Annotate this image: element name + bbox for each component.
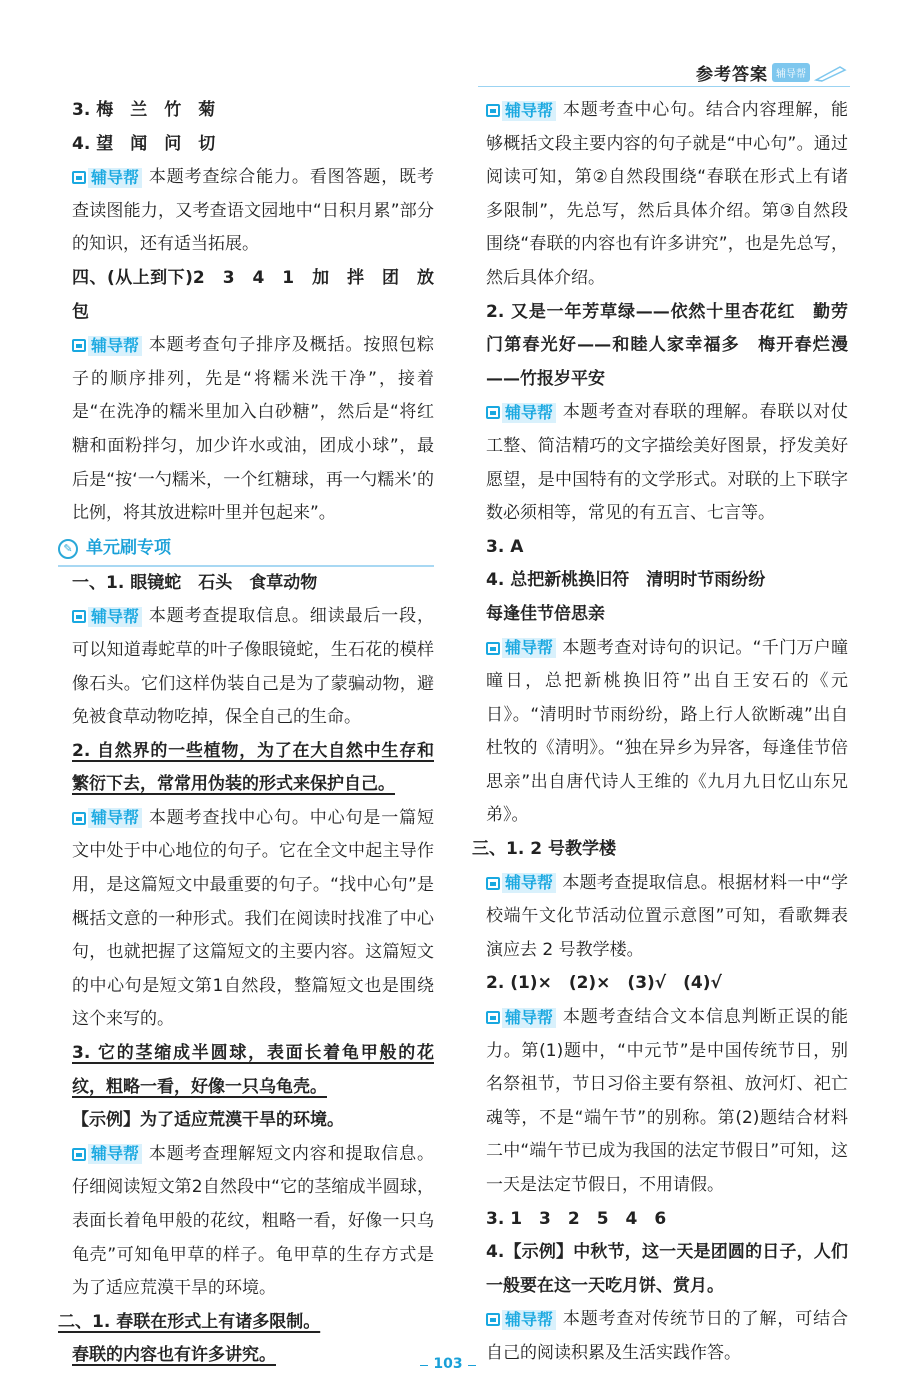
answer-line: 四、(从上到下)2 3 4 1 加 拌 团 放 包: [72, 267, 451, 322]
explanation: 辅导帮 本题考查提取信息。根据材料一中“学校端午文化节活动位置示意图”可知，看歌舞表演应去 2 号教学楼。: [486, 872, 848, 960]
guide-tag: 辅导帮: [72, 607, 142, 627]
book-icon: [72, 812, 86, 825]
book-icon: [72, 171, 86, 184]
explanation: 辅导帮 本题考查结合文本信息判断正误的能力。第(1)题中，“中元节”是中国传统节日，别名祭祖节，节日习俗主要有祭祖、放河灯、祀亡魂等，不是“端午节”的别称。第(2)题结合材料二中“端午节已成为我国的法定节假日”可知，这一天是法定节假日，不用请假。: [486, 1007, 848, 1195]
explanation: 辅导帮 本题考查对春联的理解。春联以对仗工整、简洁精巧的文字描绘美好图景，抒发美好愿望，是中国特有的文学形式。对联的上下联字数必须相等，常见的有五言、七言等。: [486, 402, 848, 524]
explanation: 辅导帮 本题考查提取信息。细读最后一段，可以知道毒蛇草的叶子像眼镜蛇，生石花的模样像石头。它们这样伪装自己是为了蒙骗动物，避免被食草动物吃掉，保全自己的生命。: [72, 606, 434, 728]
book-icon: [486, 1011, 500, 1024]
explanation: 辅导帮 本题考查理解短文内容和提取信息。仔细阅读短文第2自然段中“它的茎缩成半圆球，表面长着龟甲般的花纹，粗略一看，好像一只乌龟壳”可知龟甲草的样子。龟甲草的生存方式是为了适应荒漠干旱的环境。: [72, 1143, 434, 1299]
guide-tag: 辅导帮: [72, 1144, 142, 1164]
right-column: [472, 94, 848, 1371]
answer-line: 每逢佳节倍思亲: [486, 603, 605, 624]
answer-line: 2. 又是一年芳草绿——依然十里杏花红 勤劳门第春光好——和睦人家幸福多 梅开春烂漫——竹报岁平安: [486, 301, 848, 389]
answer-line: 4. 总把新桃换旧符 清明时节雨纷纷: [486, 570, 766, 591]
book-icon: [72, 1148, 86, 1161]
answer-line: 3. 1 3 2 5 4 6: [486, 1208, 667, 1229]
page-header: [696, 60, 848, 85]
guide-tag: 辅导帮: [486, 403, 556, 423]
answer-line: 3. 它的茎缩成半圆球，表面长着龟甲般的花纹，粗略一看，好像一只乌龟壳。: [72, 1043, 434, 1097]
book-icon: [486, 642, 500, 655]
answer-line: 一、1. 眼镜蛇 石头 食草动物: [72, 572, 318, 593]
explanation: 辅导帮 本题考查找中心句。中心句是一篇短文中处于中心地位的句子。它在全文中起主导作用，是这篇短文中最重要的句子。“找中心句”是概括文意的一种形式。我们在阅读时找准了中心句，也就把握了这篇短文的主要内容。这篇短文的中心句是短文第1自然段，整篇短文也是围绕这个来写的。: [72, 807, 434, 1030]
explanation: 辅导帮 本题考查对传统节日的了解，可结合自己的阅读积累及生活实践作答。: [486, 1309, 848, 1363]
answer-line: 三、1. 2 号教学楼: [472, 839, 616, 860]
explanation: 辅导帮 本题考查中心句。结合内容理解，能够概括文段主要内容的句子就是“中心句”。通过阅读可知，第②自然段围绕“春联在形式上有诸多限制”，先总写，然后具体介绍。第③自然段围绕“春联的内容也有许多讲究”，也是先总写，然后具体介绍。: [486, 100, 848, 288]
brush-icon: ✎: [58, 539, 78, 559]
page-number: 103: [420, 1356, 476, 1372]
guide-tag: 辅导帮: [486, 101, 556, 121]
book-icon: [486, 1313, 500, 1326]
book-icon: [486, 877, 500, 890]
book-icon: [72, 339, 86, 352]
header-badge: 辅导帮: [772, 63, 810, 82]
explanation: 辅导帮 本题考查句子排序及概括。按照包粽子的顺序排列，先是“将糯米洗干净”，接着是“在洗净的糯米里加入白砂糖”，然后是“将红糖和面粉拌匀，加少许水或油，团成小球”，最后是“按‘一勺糯米，一个红糖球，再一勺糯米’的比例，将其放进粽叶里并包起来”。: [72, 335, 434, 524]
answer-line: 2. 自然界的一些植物，为了在大自然中生存和繁衍下去，常常用伪装的形式来保护自己。: [72, 740, 434, 795]
section-title: 单元刷专项: [86, 537, 171, 558]
guide-tag: 辅导帮: [486, 1008, 556, 1028]
guide-tag: 辅导帮: [486, 638, 556, 658]
book-icon: [72, 610, 86, 623]
guide-tag: 辅导帮: [72, 168, 142, 188]
header-divider: [478, 86, 850, 87]
answer-line: 二、1. 春联在形式上有诸多限制。: [58, 1311, 321, 1332]
answer-line: 4.【示例】中秋节，这一天是团圆的日子，人们一般要在这一天吃月饼、赏月。: [486, 1242, 848, 1296]
guide-tag: 辅导帮: [72, 336, 142, 356]
answer-line: 4. 望 闻 问 切: [72, 133, 216, 154]
pen-icon: [814, 64, 848, 82]
answer-line: 3. A: [486, 536, 524, 557]
guide-tag: 辅导帮: [486, 1310, 556, 1330]
header-title: 参考答案: [696, 65, 768, 85]
book-icon: [486, 406, 500, 419]
explanation: 辅导帮 本题考查对诗句的识记。“千门万户曈曈日，总把新桃换旧符”出自王安石的《元日》。“清明时节雨纷纷，路上行人欲断魂”出自杜牧的《清明》。“独在异乡为异客，每逢佳节倍思亲”出自唐代诗人王维的《九月九日忆山东兄弟》。: [486, 637, 848, 826]
answer-line: 春联的内容也有许多讲究。: [72, 1345, 276, 1366]
section-heading: [58, 533, 434, 567]
book-icon: [486, 104, 500, 117]
guide-tag: 辅导帮: [72, 808, 142, 828]
explanation: 辅导帮 本题考查综合能力。看图答题，既考查读图能力，又考查语文园地中“日积月累”部分的知识，还有适当拓展。: [72, 167, 434, 255]
answer-line: 【示例】为了适应荒漠干旱的环境。: [72, 1110, 344, 1131]
answer-line: 3. 梅 兰 竹 菊: [72, 100, 216, 120]
answer-line: 2. (1)× (2)× (3)√ (4)√: [486, 973, 722, 994]
guide-tag: 辅导帮: [486, 873, 556, 893]
